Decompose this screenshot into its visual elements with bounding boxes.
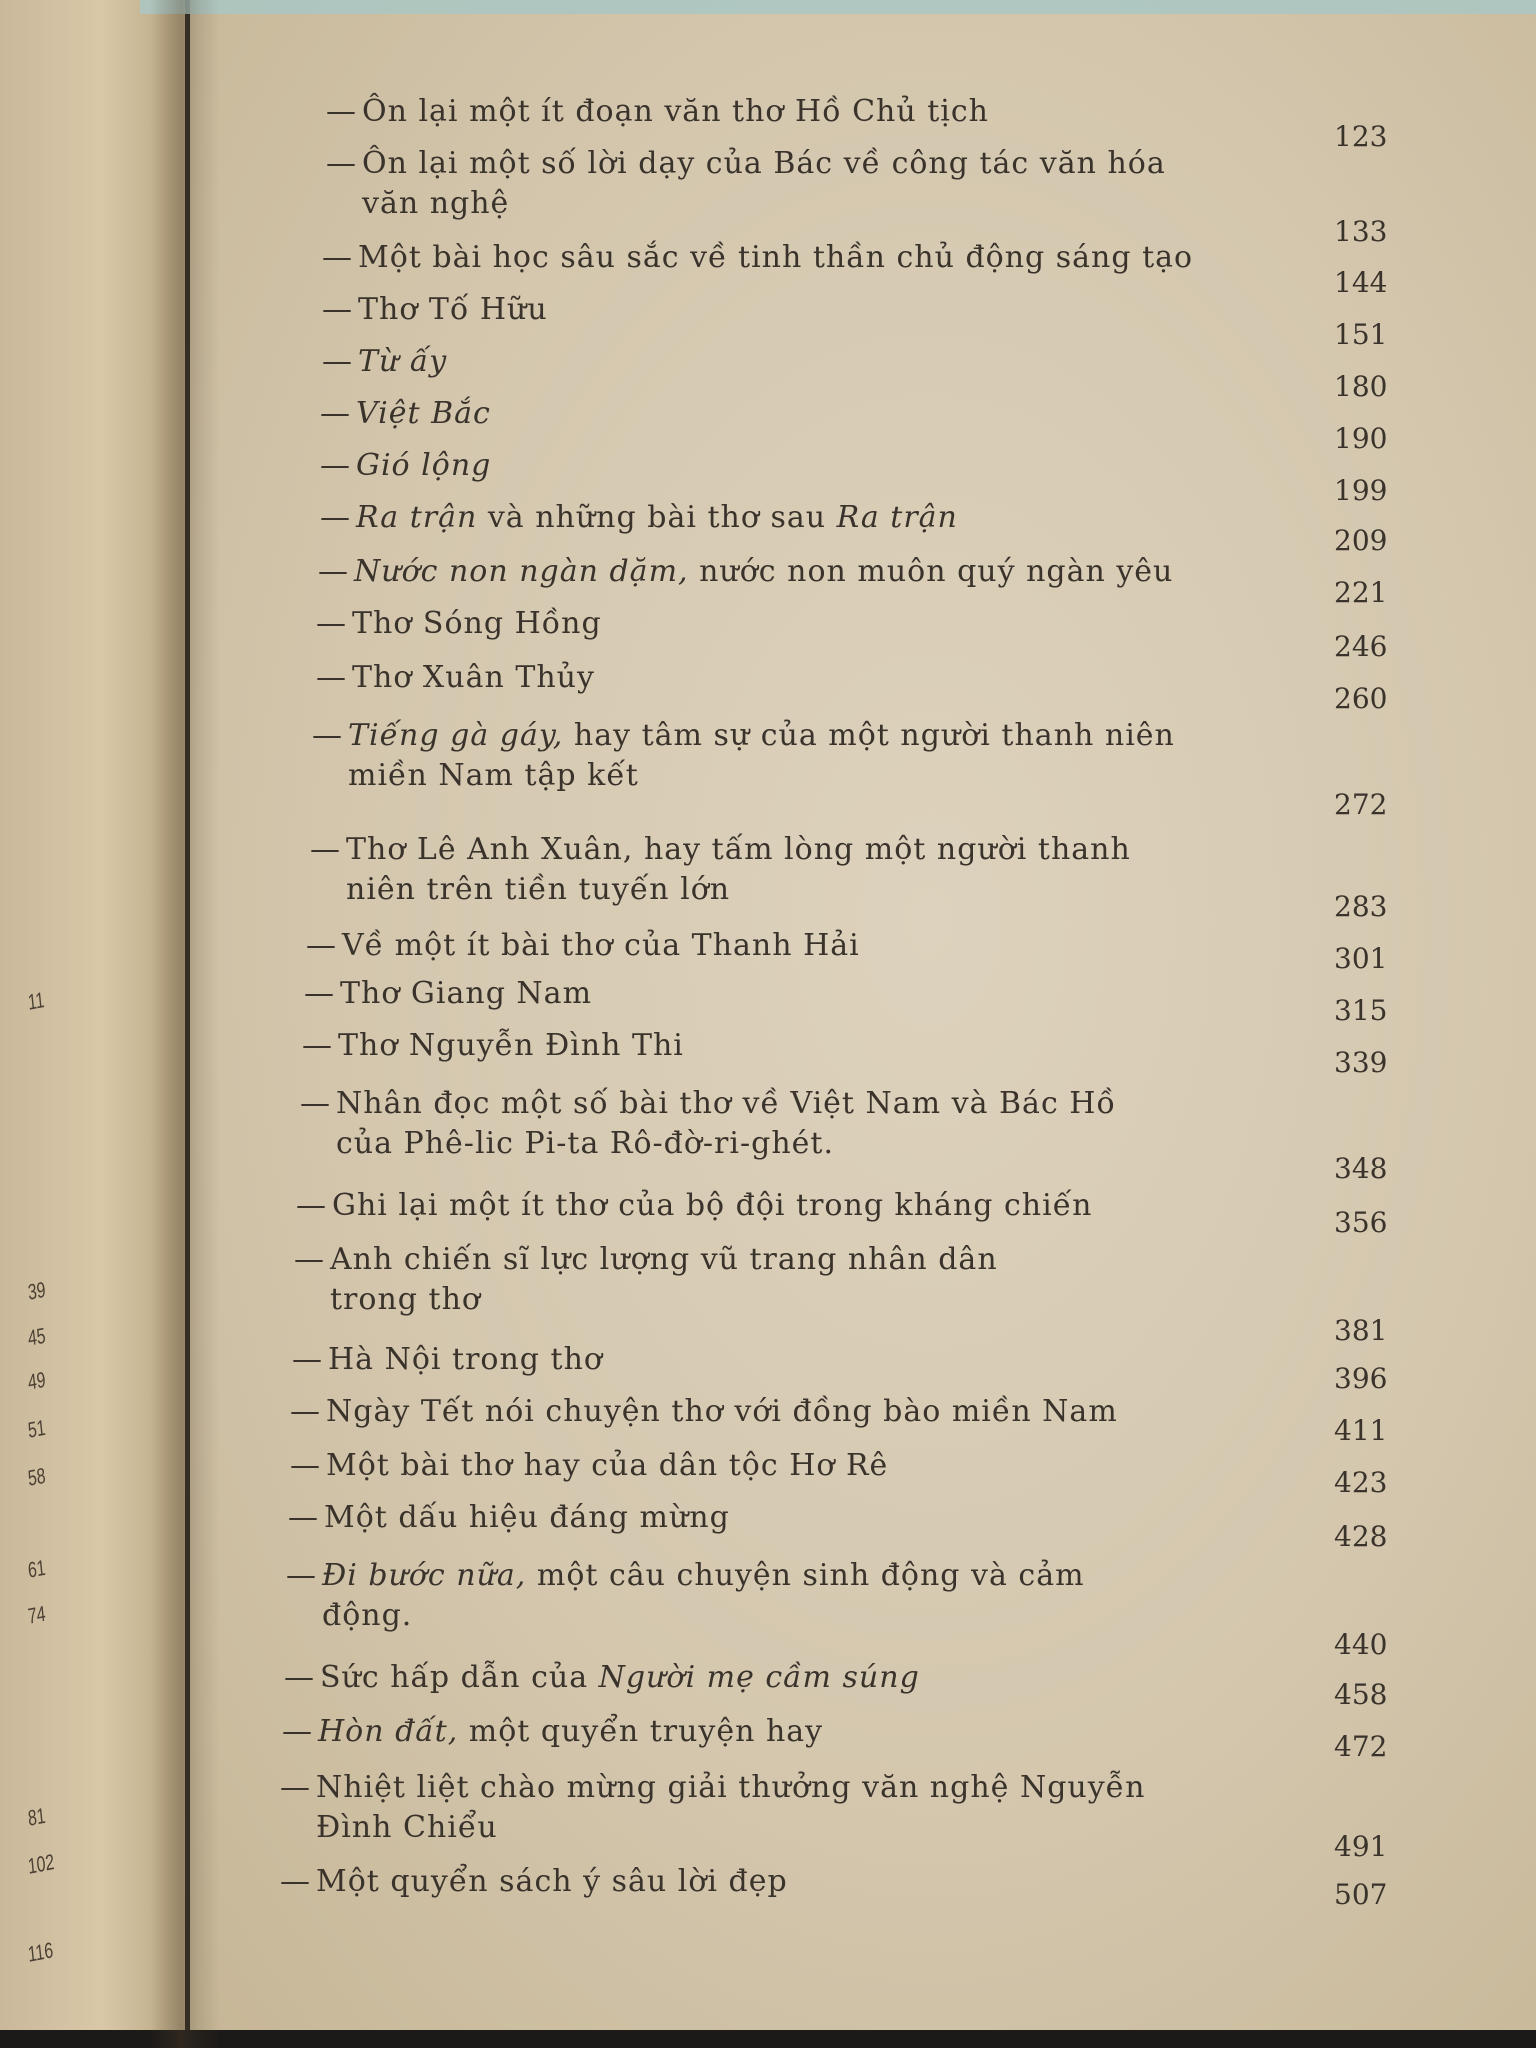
toc-page-number: 301	[1334, 942, 1388, 975]
toc-entry-continuation: trong thơ	[330, 1282, 481, 1317]
toc-entry: — Nhân đọc một số bài thơ về Việt Nam và Bác Hồ của Phê-lic Pi-ta Rô-đờ-ri-ghét.	[300, 1084, 1116, 1164]
toc-entry-continuation: động.	[322, 1598, 413, 1633]
toc-page-number: 199	[1334, 474, 1388, 507]
toc-entry-title: Hà Nội trong thơ	[328, 1342, 603, 1377]
toc-entry-continuation: niên trên tiền tuyến lớn	[346, 872, 731, 907]
left-page-number: 51	[26, 1414, 47, 1443]
left-page-number: 74	[26, 1600, 47, 1629]
toc-page-number: 315	[1334, 994, 1388, 1027]
toc-entry-continuation: văn nghệ	[362, 186, 510, 221]
toc-entry-title: Ghi lại một ít thơ của bộ đội trong kháng chiến	[332, 1188, 1093, 1223]
toc-page-number: 339	[1334, 1046, 1388, 1079]
toc-entry-title: Một quyển sách ý sâu lời đẹp	[316, 1864, 788, 1899]
toc-entry: — Về một ít bài thơ của Thanh Hải	[306, 928, 860, 963]
bottom-edge	[0, 2030, 1536, 2048]
toc-page-number: 423	[1334, 1466, 1388, 1499]
toc-entry-title: Thơ Sóng Hồng	[352, 606, 602, 641]
toc-page-number: 221	[1334, 576, 1388, 609]
left-page-number: 58	[26, 1462, 47, 1491]
toc-page-number: 133	[1334, 215, 1388, 248]
toc-page-number: 356	[1334, 1206, 1388, 1239]
toc-page-number: 411	[1334, 1414, 1388, 1447]
toc-entry: — Gió lộng	[320, 448, 492, 483]
toc-page-number: 180	[1334, 370, 1388, 403]
toc-entry: — Ghi lại một ít thơ của bộ đội trong kháng chiến	[296, 1188, 1093, 1223]
toc-page-number: 491	[1334, 1830, 1388, 1863]
left-page-number: 49	[26, 1366, 47, 1395]
toc-entry: — Nhiệt liệt chào mừng giải thưởng văn nghệ Nguyễn Đình Chiểu	[280, 1768, 1145, 1848]
toc-entry-title: Ra trận	[356, 500, 478, 535]
toc-entry-title-rest: và những bài thơ sau	[477, 500, 837, 535]
toc-entry-continuation: Đình Chiểu	[316, 1810, 498, 1845]
toc-entry: — Ngày Tết nói chuyện thơ với đồng bào miền Nam	[290, 1394, 1118, 1429]
toc-entry-title: Nhiệt liệt chào mừng giải thưởng văn nghệ Nguyễn	[316, 1770, 1146, 1805]
toc-entry: — Hòn đất, một quyển truyện hay	[282, 1714, 824, 1749]
toc-page-number: 472	[1334, 1730, 1388, 1763]
toc-entry-title: Một dấu hiệu đáng mừng	[324, 1500, 730, 1535]
toc-page-number: 458	[1334, 1678, 1388, 1711]
left-page-number: 81	[26, 1802, 47, 1831]
toc-page-number: 348	[1334, 1152, 1388, 1185]
toc-entry: — Thơ Tố Hữu	[322, 292, 548, 327]
toc-entry-title: Ngày Tết nói chuyện thơ với đồng bào miền Nam	[326, 1394, 1118, 1429]
toc-entry-title: Ôn lại một ít đoạn văn thơ Hồ Chủ tịch	[362, 94, 989, 129]
toc-entry-title: Sức hấp dẫn của	[320, 1660, 599, 1695]
toc-entry: — Thơ Lê Anh Xuân, hay tấm lòng một người thanh niên trên tiền tuyến lớn	[310, 830, 1131, 910]
toc-entry: — Hà Nội trong thơ	[292, 1342, 603, 1377]
toc-entry: — Ôn lại một số lời dạy của Bác về công tác văn hóa văn nghệ	[326, 144, 1166, 224]
toc-entry-title: Một bài thơ hay của dân tộc Hơ Rê	[326, 1448, 889, 1483]
toc-entry: — Ra trận và những bài thơ sau Ra trận	[320, 500, 958, 535]
left-page-number: 45	[26, 1322, 47, 1351]
toc-entry: — Một bài học sâu sắc về tinh thần chủ động sáng tạo	[322, 240, 1194, 275]
left-page-number: 11	[26, 986, 46, 1015]
toc-entry-title-italic: Ra trận	[836, 500, 958, 535]
toc-page-number: 272	[1334, 788, 1388, 821]
toc-entry: — Một dấu hiệu đáng mừng	[288, 1500, 730, 1535]
toc-entry-title: Thơ Nguyễn Đình Thi	[338, 1028, 684, 1063]
toc-entry-continuation: miền Nam tập kết	[348, 758, 639, 793]
toc-entry-title: Thơ Tố Hữu	[358, 292, 548, 327]
toc-entry-title-rest: nước non muôn quý ngàn yêu	[688, 554, 1174, 589]
toc-page-number: 440	[1334, 1628, 1388, 1661]
toc-entry-title: Về một ít bài thơ của Thanh Hải	[342, 928, 860, 963]
toc-entry-title: Nước non ngàn dặm,	[354, 554, 689, 589]
toc-page-number: 283	[1334, 890, 1388, 923]
toc-entry: — Thơ Nguyễn Đình Thi	[302, 1028, 684, 1063]
toc-page-number: 246	[1334, 630, 1388, 663]
toc-entry: — Đi bước nữa, một câu chuyện sinh động và cảm động.	[286, 1556, 1085, 1636]
toc-entry: — Anh chiến sĩ lực lượng vũ trang nhân dân trong thơ	[294, 1240, 998, 1320]
toc-entry: — Thơ Xuân Thủy	[316, 660, 595, 695]
toc-entry-title: Anh chiến sĩ lực lượng vũ trang nhân dân	[330, 1242, 998, 1277]
toc-entry: — Nước non ngàn dặm, nước non muôn quý ngàn yêu	[318, 554, 1174, 589]
toc-entry-title: Đi bước nữa,	[322, 1558, 527, 1593]
toc-entry: — Sức hấp dẫn của Người mẹ cầm súng	[284, 1660, 920, 1695]
toc-entry: — Từ ấy	[322, 344, 448, 379]
toc-entry: — Một bài thơ hay của dân tộc Hơ Rê	[290, 1448, 889, 1483]
toc-page-number: 260	[1334, 682, 1388, 715]
toc-page-number: 396	[1334, 1362, 1388, 1395]
toc-entry: — Một quyển sách ý sâu lời đẹp	[280, 1864, 788, 1899]
toc-page-number: 428	[1334, 1520, 1388, 1553]
toc-entry-title: Một bài học sâu sắc về tinh thần chủ động sáng tạo	[358, 240, 1194, 275]
toc-page-number: 123	[1334, 120, 1388, 153]
toc-page-number: 190	[1334, 422, 1388, 455]
toc-entry-title-italic: Người mẹ cầm súng	[598, 1660, 920, 1695]
toc-page-number: 381	[1334, 1314, 1388, 1347]
toc-entry-title: Việt Bắc	[356, 396, 491, 431]
toc-entry: — Thơ Giang Nam	[304, 976, 593, 1011]
toc-entry-title: Thơ Giang Nam	[340, 976, 593, 1011]
toc-entry-title: Từ ấy	[358, 344, 448, 379]
toc-entry-title: Thơ Xuân Thủy	[352, 660, 595, 695]
toc-page-number: 209	[1334, 524, 1388, 557]
toc-entry-title: Gió lộng	[356, 448, 492, 483]
top-edge	[140, 0, 1536, 14]
toc-entry-continuation: của Phê-lic Pi-ta Rô-đờ-ri-ghét.	[336, 1126, 834, 1161]
toc-entry: — Việt Bắc	[320, 396, 491, 431]
toc-page-number: 151	[1334, 318, 1388, 351]
left-page-number: 39	[26, 1276, 47, 1305]
toc-entry-title-rest: một quyển truyện hay	[458, 1714, 824, 1749]
toc-entry: — Thơ Sóng Hồng	[316, 606, 602, 641]
toc-entry-title-rest: hay tâm sự của một người thanh niên	[563, 718, 1175, 753]
toc-entry-title: Thơ Lê Anh Xuân, hay tấm lòng một người thanh	[346, 832, 1131, 867]
book-gutter	[150, 0, 220, 2048]
toc-page-number: 144	[1334, 266, 1388, 299]
toc-entry-title-rest: một câu chuyện sinh động và cảm	[526, 1558, 1085, 1593]
left-page-number: 61	[26, 1554, 47, 1583]
toc-entry-title: Tiếng gà gáy,	[348, 718, 564, 753]
toc-page-number: 507	[1334, 1878, 1388, 1911]
toc-entry-title: Nhân đọc một số bài thơ về Việt Nam và Bác Hồ	[336, 1086, 1116, 1121]
left-page-number: 116	[26, 1937, 55, 1967]
toc-entry: — Ôn lại một ít đoạn văn thơ Hồ Chủ tịch	[326, 94, 989, 129]
left-page-number: 102	[26, 1849, 56, 1879]
toc-entry: — Tiếng gà gáy, hay tâm sự của một người thanh niên miền Nam tập kết	[312, 716, 1175, 796]
toc-entry-title: Hòn đất,	[318, 1714, 459, 1749]
toc-entry-title: Ôn lại một số lời dạy của Bác về công tác văn hóa	[362, 146, 1166, 181]
